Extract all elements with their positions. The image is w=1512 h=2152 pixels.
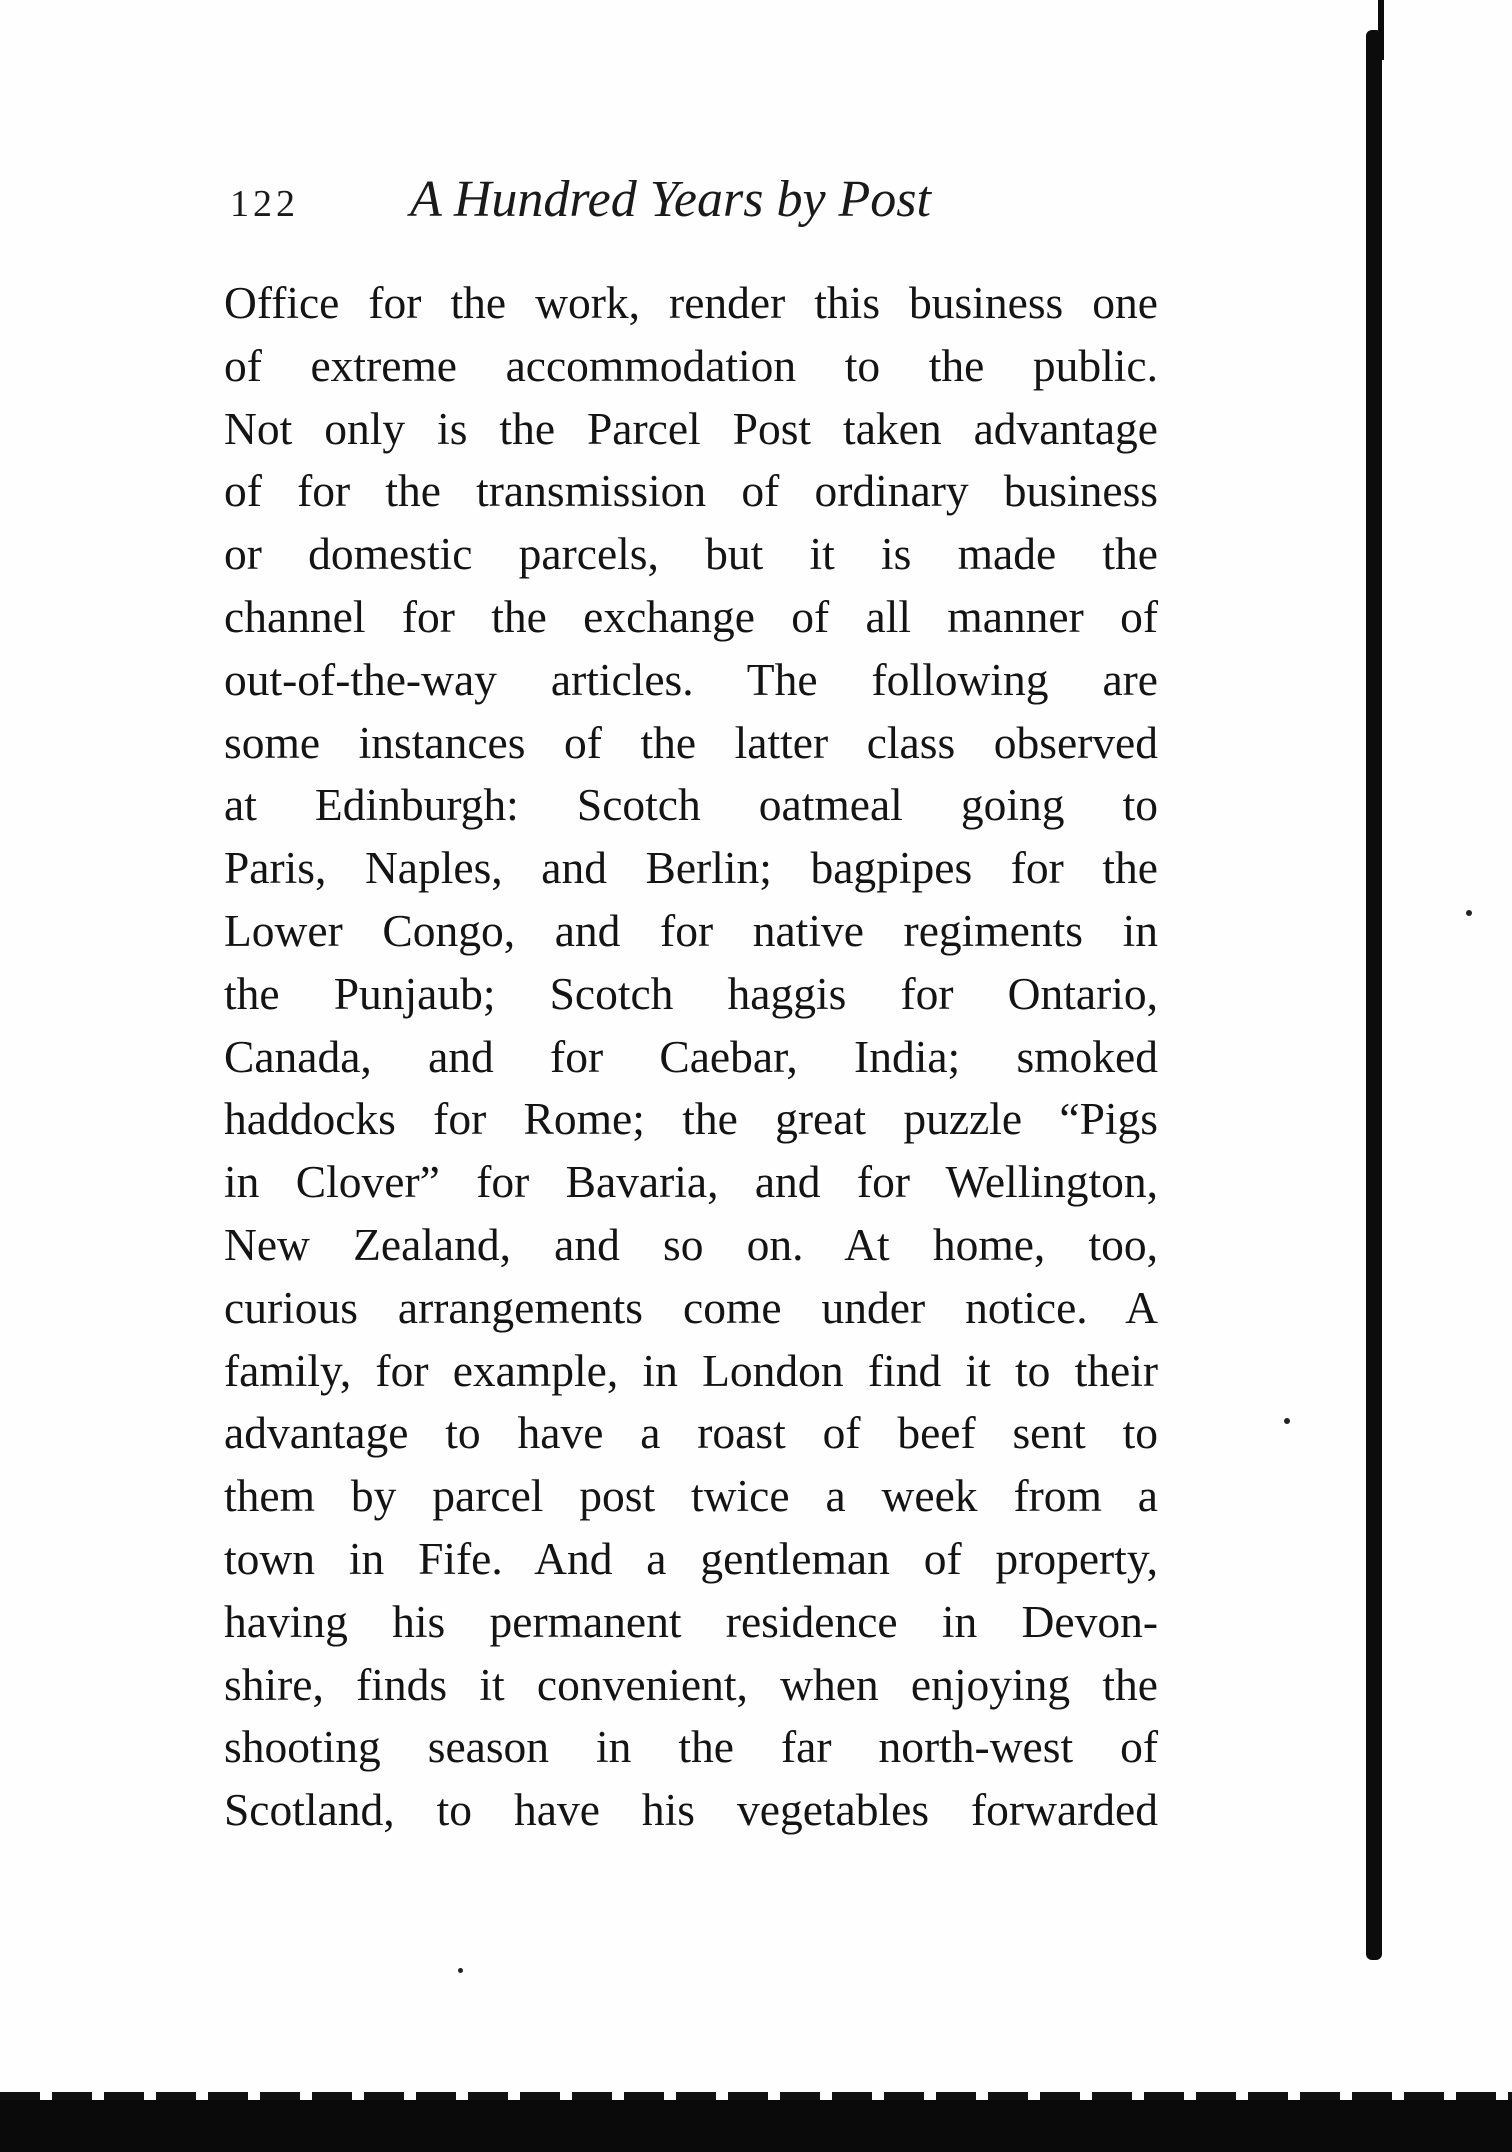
text-line: Scotland, to have his vegetables forwarded [224, 1784, 1158, 1836]
text-line: family, for example, in London find it to their [224, 1344, 1158, 1396]
text-line: of for the transmission of ordinary business [224, 465, 1158, 517]
page-edge-shadow [1366, 30, 1382, 1960]
text-line: shire, finds it convenient, when enjoying the [224, 1658, 1158, 1710]
running-title: A Hundred Years by Post [410, 171, 931, 228]
scan-speck [458, 1968, 463, 1973]
text-line: advantage to have a roast of beef sent to [224, 1407, 1158, 1459]
page-header [230, 170, 990, 250]
text-line: the Punjaub; Scotch haggis for Ontario, [224, 967, 1158, 1019]
scan-speck [1466, 910, 1472, 916]
text-line: curious arrangements come under notice. A [224, 1281, 1158, 1333]
scan-speck [1284, 1418, 1290, 1424]
text-line: in Clover” for Bavaria, and for Wellington, [224, 1156, 1158, 1208]
text-line: Paris, Naples, and Berlin; bagpipes for the [224, 842, 1158, 894]
text-line: town in Fife. And a gentleman of property, [224, 1532, 1158, 1584]
text-line: out-of-the-way articles. The following are [224, 653, 1158, 705]
text-line: Canada, and for Caebar, India; smoked [224, 1030, 1158, 1082]
scan-bottom-border [0, 2100, 1512, 2152]
text-line: or domestic parcels, but it is made the [224, 528, 1158, 580]
body-text [224, 272, 1158, 1842]
text-line: New Zealand, and so on. At home, too, [224, 1218, 1158, 1270]
text-line: having his permanent residence in Devon- [224, 1595, 1158, 1647]
text-line: Not only is the Parcel Post taken advantage [224, 402, 1158, 454]
page-number: 122 [230, 183, 299, 225]
text-line: of extreme accommodation to the public. [224, 339, 1158, 391]
text-line: Office for the work, render this business one [224, 277, 1158, 328]
text-line: Lower Congo, and for native regiments in [224, 904, 1158, 956]
text-line: haddocks for Rome; the great puzzle “Pigs [224, 1093, 1158, 1145]
text-line: shooting season in the far north-west of [224, 1721, 1158, 1773]
text-line: at Edinburgh: Scotch oatmeal going to [224, 779, 1158, 831]
text-line: channel for the exchange of all manner of [224, 590, 1158, 642]
text-line: them by parcel post twice a week from a [224, 1470, 1158, 1522]
text-line: some instances of the latter class observed [224, 716, 1158, 768]
